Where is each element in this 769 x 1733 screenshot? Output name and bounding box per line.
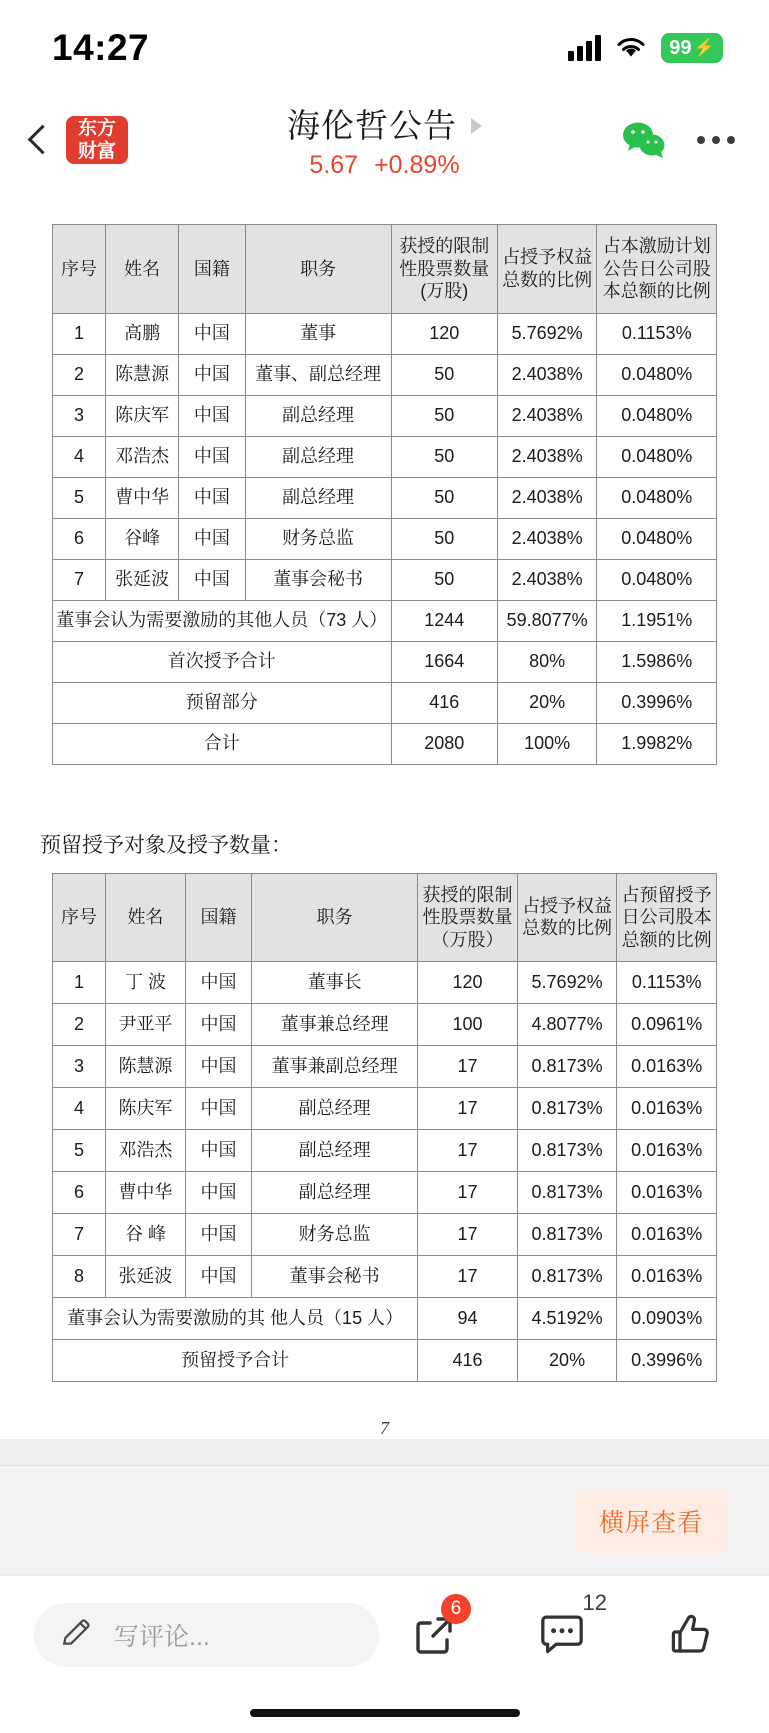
cell-shares: 50 (391, 559, 497, 600)
cell-pct-capital: 0.0163% (617, 1256, 717, 1298)
cell-index: 7 (53, 1214, 106, 1256)
table2-header-cell: 职务 (252, 873, 418, 962)
cell-pct-grant: 0.8173% (517, 1046, 617, 1088)
comment-input[interactable] (34, 1603, 379, 1667)
cell-pct-grant: 2.4038% (497, 395, 597, 436)
cell-summary-label: 预留授予合计 (53, 1340, 418, 1382)
cell-index: 1 (53, 313, 106, 354)
cell-pct-capital: 0.0480% (597, 477, 717, 518)
cell-shares: 120 (391, 313, 497, 354)
cell-pct-grant: 0.8173% (517, 1214, 617, 1256)
brand-logo-line2: 财富 (77, 141, 116, 162)
cell-pct-capital: 0.0961% (617, 1004, 717, 1046)
status-bar (0, 0, 769, 96)
cell-name: 曹中华 (106, 1172, 186, 1214)
cell-pct-capital: 0.1153% (597, 313, 717, 354)
table2-header-cell: 序号 (53, 873, 106, 962)
share-icon[interactable] (405, 1597, 463, 1664)
table-row (53, 1046, 717, 1088)
cell-index: 1 (53, 962, 106, 1004)
cell-pct-grant: 5.7692% (497, 313, 597, 354)
cell-pct-grant: 0.8173% (517, 1088, 617, 1130)
page-title: 海伦哲公告 (287, 107, 457, 144)
table1-header-row (53, 225, 717, 314)
cell-nationality: 中国 (179, 313, 245, 354)
cell-pct-capital: 1.1951% (597, 600, 717, 641)
cell-shares: 17 (418, 1214, 518, 1256)
table-row (53, 1214, 717, 1256)
cell-position: 董事 (245, 313, 391, 354)
cell-position: 副总经理 (245, 436, 391, 477)
cell-pct-grant: 2.4038% (497, 518, 597, 559)
cell-index: 5 (53, 477, 106, 518)
table-row (53, 313, 717, 354)
cell-name: 张延波 (106, 1256, 186, 1298)
cell-pct-grant: 80% (497, 641, 597, 682)
cell-summary-label: 董事会认为需要激励的其他人员（73 人） (53, 600, 392, 641)
table1-header-cell: 占授予权益总数的比例 (497, 225, 597, 314)
cell-position: 财务总监 (252, 1214, 418, 1256)
cell-pct-grant: 0.8173% (517, 1172, 617, 1214)
cell-position: 副总经理 (245, 477, 391, 518)
cell-nationality: 中国 (185, 1088, 251, 1130)
cell-index: 7 (53, 559, 106, 600)
brand-logo-line1: 东方 (77, 118, 116, 139)
cell-index: 4 (53, 436, 106, 477)
cell-nationality: 中国 (185, 1214, 251, 1256)
cell-pct-capital: 0.0480% (597, 436, 717, 477)
cell-shares: 1664 (391, 641, 497, 682)
table1-header-cell: 序号 (53, 225, 106, 314)
cell-shares: 17 (418, 1256, 518, 1298)
cell-pct-grant: 0.8173% (517, 1130, 617, 1172)
table1-header-cell: 占本激励计划公告日公司股本总额的比例 (597, 225, 717, 314)
cell-index: 8 (53, 1256, 106, 1298)
cell-position: 副总经理 (252, 1130, 418, 1172)
document-content[interactable] (0, 184, 769, 1439)
grant-table-first (52, 224, 717, 765)
cell-index: 3 (53, 1046, 106, 1088)
table1-header-cell: 职务 (245, 225, 391, 314)
bottom-toolbar (0, 1575, 769, 1693)
cell-position: 副总经理 (245, 395, 391, 436)
cell-name: 张延波 (106, 559, 179, 600)
cell-nationality: 中国 (185, 1172, 251, 1214)
table-summary-row (53, 1340, 717, 1382)
cell-index: 4 (53, 1088, 106, 1130)
cell-pct-grant: 4.5192% (517, 1298, 617, 1340)
cell-nationality: 中国 (179, 354, 245, 395)
cell-name: 陈慧源 (106, 1046, 186, 1088)
cell-shares: 50 (391, 354, 497, 395)
table2-header-cell: 姓名 (106, 873, 186, 962)
table1-header-cell: 国籍 (179, 225, 245, 314)
cell-index: 2 (53, 1004, 106, 1046)
cell-name: 陈庆军 (106, 395, 179, 436)
cell-name: 谷峰 (106, 518, 179, 559)
home-indicator-area (0, 1693, 769, 1733)
cell-pct-grant: 20% (497, 682, 597, 723)
comment-count: 12 (582, 1589, 607, 1615)
cell-shares: 2080 (391, 723, 497, 764)
cell-nationality: 中国 (179, 518, 245, 559)
comment-bubble-icon[interactable] (533, 1589, 607, 1664)
table-row (53, 477, 717, 518)
cell-shares: 17 (418, 1046, 518, 1088)
table-row (53, 436, 717, 477)
status-time: 14:27 (52, 27, 150, 68)
cell-pct-grant: 100% (497, 723, 597, 764)
cell-pct-capital: 1.5986% (597, 641, 717, 682)
table2-header-cell: 占授予权益总数的比例 (517, 873, 617, 962)
cell-nationality: 中国 (179, 559, 245, 600)
cell-index: 5 (53, 1130, 106, 1172)
cell-name: 邓浩杰 (106, 436, 179, 477)
cell-position: 董事兼总经理 (252, 1004, 418, 1046)
cell-name: 曹中华 (106, 477, 179, 518)
pencil-icon (60, 1615, 94, 1654)
cell-nationality: 中国 (179, 436, 245, 477)
comment-placeholder: 写评论... (114, 1622, 210, 1651)
cell-pct-grant: 20% (517, 1340, 617, 1382)
navigation-bar (0, 96, 769, 184)
cell-shares: 50 (391, 477, 497, 518)
cell-name: 谷 峰 (106, 1214, 186, 1256)
table-row (53, 395, 717, 436)
brand-logo[interactable] (66, 116, 128, 164)
cell-pct-capital: 0.0480% (597, 354, 717, 395)
cell-pct-capital: 1.9982% (597, 723, 717, 764)
cell-position: 副总经理 (252, 1172, 418, 1214)
grant-table-reserved (52, 873, 717, 1383)
cell-nationality: 中国 (185, 1004, 251, 1046)
cell-position: 董事会秘书 (245, 559, 391, 600)
table-row (53, 1004, 717, 1046)
cell-pct-grant: 0.8173% (517, 1256, 617, 1298)
cell-shares: 50 (391, 436, 497, 477)
cell-nationality: 中国 (179, 477, 245, 518)
cell-nationality: 中国 (185, 1130, 251, 1172)
table2-header-cell: 国籍 (185, 873, 251, 962)
stock-price: 5.67 (309, 151, 359, 179)
cell-name: 丁 波 (106, 962, 186, 1004)
cell-pct-grant: 2.4038% (497, 354, 597, 395)
table-summary-row (53, 682, 717, 723)
table1-header-cell: 姓名 (106, 225, 179, 314)
thumbs-up-icon[interactable] (661, 1606, 719, 1664)
wifi-icon (615, 36, 647, 60)
cell-pct-capital: 0.3996% (617, 1340, 717, 1382)
table1-wrapper (0, 184, 769, 765)
table-summary-row (53, 1298, 717, 1340)
table2-wrapper (0, 873, 769, 1440)
cell-pct-capital: 0.0163% (617, 1172, 717, 1214)
cell-position: 董事兼副总经理 (252, 1046, 418, 1088)
cell-pct-grant: 5.7692% (517, 962, 617, 1004)
more-dots-icon[interactable] (697, 136, 735, 144)
cell-index: 6 (53, 1172, 106, 1214)
cell-pct-grant: 59.8077% (497, 600, 597, 641)
cell-pct-grant: 2.4038% (497, 436, 597, 477)
table2-header-row (53, 873, 717, 962)
table-row (53, 518, 717, 559)
cell-shares: 100 (418, 1004, 518, 1046)
cell-nationality: 中国 (179, 395, 245, 436)
table2-header-cell: 占预留授予日公司股本总额的比例 (617, 873, 717, 962)
cell-shares: 17 (418, 1130, 518, 1172)
cell-position: 董事会秘书 (252, 1256, 418, 1298)
table-summary-row (53, 641, 717, 682)
cell-pct-grant: 2.4038% (497, 559, 597, 600)
cell-pct-capital: 0.0480% (597, 518, 717, 559)
cell-index: 2 (53, 354, 106, 395)
cell-summary-label: 预留部分 (53, 682, 392, 723)
signal-bars-icon (568, 35, 601, 61)
table-row (53, 354, 717, 395)
section-caption: 预留授予对象及授予数量： (40, 833, 292, 857)
table-row (53, 1172, 717, 1214)
cell-name: 尹亚平 (106, 1004, 186, 1046)
cell-shares: 416 (391, 682, 497, 723)
home-indicator[interactable] (250, 1709, 520, 1717)
cell-index: 3 (53, 395, 106, 436)
cell-pct-capital: 0.0480% (597, 395, 717, 436)
battery-indicator (661, 33, 723, 63)
page-number: 7 (380, 1418, 389, 1438)
cell-shares: 94 (418, 1298, 518, 1340)
table-row (53, 1088, 717, 1130)
cell-position: 董事长 (252, 962, 418, 1004)
toolbar-actions (405, 1589, 719, 1664)
cell-shares: 416 (418, 1340, 518, 1382)
cell-name: 邓浩杰 (106, 1130, 186, 1172)
cell-shares: 120 (418, 962, 518, 1004)
cell-pct-capital: 0.0163% (617, 1046, 717, 1088)
cell-pct-capital: 0.0480% (597, 559, 717, 600)
cell-index: 6 (53, 518, 106, 559)
cell-nationality: 中国 (185, 962, 251, 1004)
cell-shares: 17 (418, 1088, 518, 1130)
cell-pct-grant: 2.4038% (497, 477, 597, 518)
cell-name: 陈慧源 (106, 354, 179, 395)
cell-position: 董事、副总经理 (245, 354, 391, 395)
cell-nationality: 中国 (185, 1046, 251, 1088)
cell-pct-capital: 0.0903% (617, 1298, 717, 1340)
status-indicators (568, 33, 723, 63)
cell-nationality: 中国 (185, 1256, 251, 1298)
battery-level: 99 (669, 36, 692, 59)
cell-position: 副总经理 (252, 1088, 418, 1130)
table1-header-cell: 获授的限制性股票数量(万股) (391, 225, 497, 314)
stock-change: +0.89% (374, 151, 460, 179)
cell-summary-label: 董事会认为需要激励的其 他人员（15 人） (53, 1298, 418, 1340)
cell-summary-label: 合计 (53, 723, 392, 764)
play-arrow-icon (471, 118, 482, 134)
cell-position: 财务总监 (245, 518, 391, 559)
cell-shares: 17 (418, 1172, 518, 1214)
table-row (53, 1130, 717, 1172)
table-row (53, 559, 717, 600)
landscape-bar (0, 1465, 769, 1575)
cell-name: 高鹏 (106, 313, 179, 354)
table-summary-row (53, 723, 717, 764)
cell-name: 陈庆军 (106, 1088, 186, 1130)
cell-shares: 50 (391, 395, 497, 436)
back-chevron-icon[interactable] (20, 120, 60, 160)
table-row (53, 1256, 717, 1298)
wechat-icon[interactable] (621, 120, 667, 160)
cell-shares: 50 (391, 518, 497, 559)
share-count-badge: 6 (441, 1594, 471, 1624)
table-row (53, 962, 717, 1004)
bolt-icon: ⚡ (693, 38, 715, 57)
landscape-view-button[interactable]: 横屏查看 (575, 1489, 727, 1553)
cell-pct-grant: 4.8077% (517, 1004, 617, 1046)
table2-header-cell: 获授的限制性股票数量（万股） (418, 873, 518, 962)
nav-actions (621, 120, 735, 160)
content-divider (0, 1439, 769, 1465)
cell-summary-label: 首次授予合计 (53, 641, 392, 682)
cell-shares: 1244 (391, 600, 497, 641)
table-summary-row (53, 600, 717, 641)
cell-pct-capital: 0.0163% (617, 1214, 717, 1256)
cell-pct-capital: 0.1153% (617, 962, 717, 1004)
cell-pct-capital: 0.0163% (617, 1088, 717, 1130)
cell-pct-capital: 0.0163% (617, 1130, 717, 1172)
cell-pct-capital: 0.3996% (597, 682, 717, 723)
